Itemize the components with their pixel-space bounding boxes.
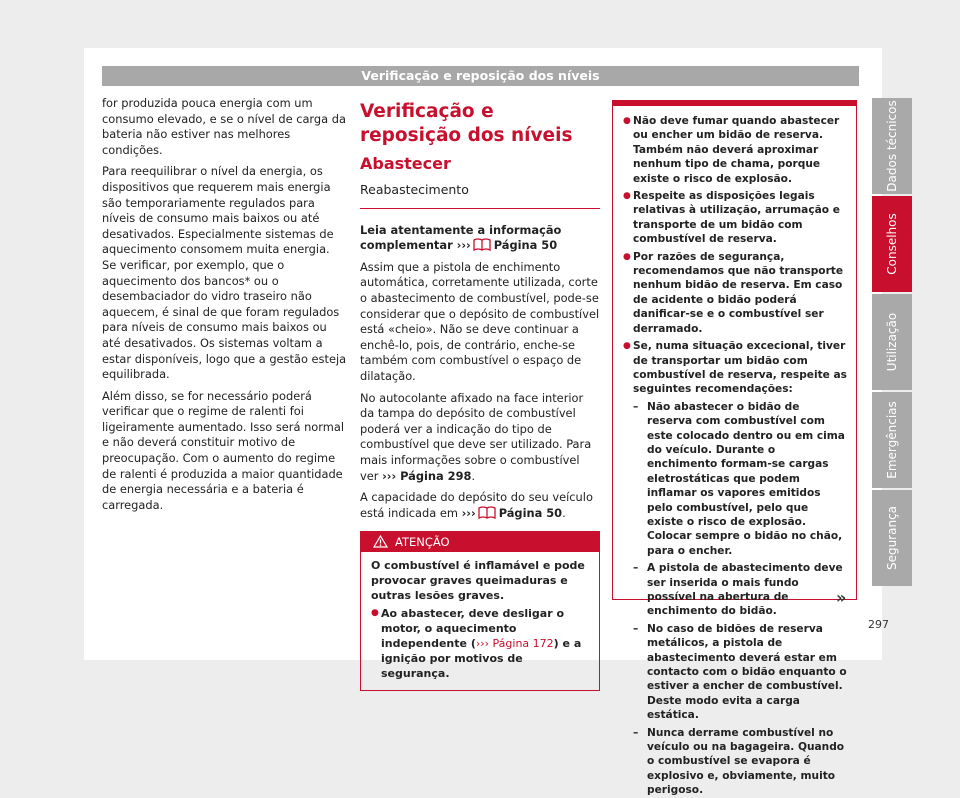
safety-subitem: – No caso de bidões de reserva metálicos, a pistola de abastecimento deverá estar em contacto com o bidão enquanto o estiver a encher de combustível. Deste modo evita a carga estática. — [623, 622, 848, 723]
safety-box — [612, 100, 857, 797]
warning-box — [360, 531, 600, 691]
paragraph: Assim que a pistola de enchimento automática, corretamente utilizada, corte o abastecimento de combustível, pode-se considerar que o depósito de combustível está «cheio». Não se deve continuar a enchê-lo, pois, de contrário, enche-se também com combustível o espaço de dilatação. — [360, 259, 600, 383]
paragraph: Além disso, se for necessário poderá verificar que o regime de ralenti foi ligeiramente aumentado. Isso será normal e não deverá constituir motivo de preocupação. Com o aumento do regime de ralenti é produzida a maior quantidade de energia necessária e a bateria é carregada. — [102, 388, 344, 512]
page-reference-link[interactable]: ››› Página 50 — [456, 238, 558, 253]
intro-note: Leia atentamente a informação complementar ››› Página 50 — [360, 222, 562, 253]
page-reference-link[interactable]: ››› Página 50 — [461, 505, 563, 520]
warning-triangle-icon — [373, 535, 388, 548]
page-number: 297 — [868, 618, 889, 631]
paragraph: Para reequilibrar o nível da energia, os dispositivos que requerem mais energia são temporariamente regulados para níveis de consumo mais baixos ou até desativados. Especialmente sistemas de aquecimento consomem muita energia. Se verificar, por exemplo, que o aquecimento dos bancos* ou o desembaciador do vidro traseiro não aquecem, é sinal de que foram regulados para níveis de consumo mais baixos ou até desativados. Os sistemas voltam a estar disponíveis, logo que a gestão esteja equilibrada. — [102, 164, 347, 382]
running-header: Verificação e reposição dos níveis — [102, 66, 859, 86]
page-reference-link[interactable]: ››› Página 298 — [382, 468, 472, 483]
safety-item: ● Por razões de segurança, recomendamos que não transporte nenhum bidão de reserva. Em caso de acidente o bidão poderá danificar-se e o combustível ser derramado. — [623, 250, 848, 336]
paragraph: A capacidade do depósito do seu veículo está indicada em ››› Página 50. — [360, 490, 593, 520]
safety-item: ● Respeite as disposições legais relativas à utilização, arrumação e transporte de um bidão com combustível de reserva. — [623, 189, 848, 247]
column-middle — [360, 100, 600, 691]
warning-text: O combustível é inflamável e pode provocar graves queimaduras e outras lesões graves. — [371, 559, 585, 603]
continue-marker: » — [836, 588, 847, 607]
safety-subitem: – Nunca derrame combustível no veículo ou na bagageira. Quando o combustível se evapora é explosivo e, obviamente, muito perigoso. — [623, 726, 848, 798]
tab-seguranca[interactable]: Segurança — [872, 490, 912, 586]
tab-emergencias[interactable]: Emergências — [872, 392, 912, 488]
warning-body — [361, 552, 599, 690]
book-icon — [473, 238, 491, 251]
column-left — [102, 96, 347, 519]
book-icon — [478, 506, 496, 519]
subsection-heading: Reabastecimento — [360, 182, 600, 209]
column-right — [612, 100, 857, 797]
safety-item: ● Se, numa situação excecional, tiver de transportar um bidão com combustível de reserva, respeite as seguintes recomendações: — [623, 339, 848, 397]
section-title: Verificação e reposição dos níveis — [360, 101, 573, 146]
paragraph: No autocolante afixado na face interior da tampa do depósito de combustível poderá ver a indicação do tipo de combustível que deve ser utilizado. Para mais informações sobre o combustível ver ››› Página 298. — [360, 390, 592, 483]
warning-bullet: ● Ao abastecer, deve desligar o motor, o aquecimento independente (››› Página 172) e a ignição por motivos de segurança. — [371, 606, 589, 681]
page-reference-link[interactable]: ››› Página 172 — [475, 637, 554, 651]
warning-header: ATENÇÃO — [361, 532, 599, 552]
tab-conselhos[interactable]: Conselhos — [872, 196, 912, 292]
paragraph: for produzida pouca energia com um consumo elevado, e se o nível de carga da bateria não estiver nas melhores condições. — [102, 96, 346, 157]
tab-utilizacao[interactable]: Utilização — [872, 294, 912, 390]
tab-dados-tecnicos[interactable]: Dados técnicos — [872, 98, 912, 194]
safety-subitem: – A pistola de abastecimento deve ser inserida o mais fundo possível na abertura de enchimento do bidão. — [623, 561, 848, 619]
safety-subitem: – Não abastecer o bidão de reserva com combustível com este colocado dentro ou em cima do veículo. Durante o enchimento formam-se cargas eletrostáticas que podem inflamar os vapores emitidos pelo combustível, pelo que existe o risco de explosão. Colocar sempre o bidão no chão, para o encher. — [623, 400, 848, 558]
safety-item: ● Não deve fumar quando abastecer ou encher um bidão de reserva. Também não deverá aproximar nenhum tipo de chama, porque existe o risco de explosão. — [623, 114, 848, 186]
section-subtitle: Abastecer — [360, 154, 451, 173]
